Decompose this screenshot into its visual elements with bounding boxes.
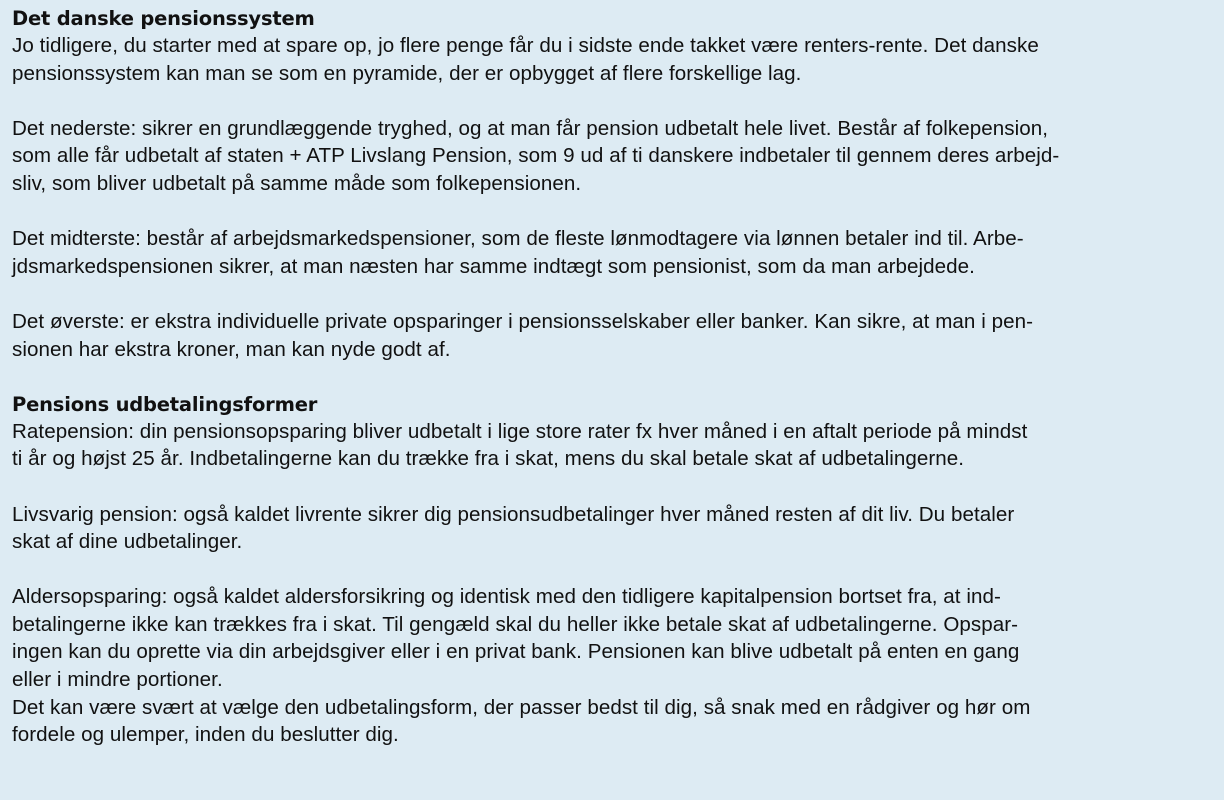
text-line: fordele og ulemper, inden du beslutter dig. xyxy=(12,723,399,747)
text-line: Jo tidligere, du starter med at spare op, jo flere penge får du i sidste ende takket være renters-rente. Det danske xyxy=(12,34,1039,57)
text-line: eller i mindre portioner. xyxy=(12,668,223,692)
text-line: Aldersopsparing: også kaldet aldersforsikring og identisk med den tidligere kapitalpension bortset fra, at ind- xyxy=(12,585,1001,609)
paragraph-intro xyxy=(12,32,1224,87)
text-line: skat af dine udbetalinger. xyxy=(12,530,243,554)
text-line: Det øverste: er ekstra individuelle private opsparinger i pensionsselskaber eller banker. Kan sikre, at man i pen- xyxy=(12,309,1034,333)
text-line: betalingerne ikke kan trækkes fra i skat. Til gengæld skal du heller ikke betale skat af udbetalingerne. Opspar- xyxy=(12,612,1019,636)
text-line: Det midterste: består af arbejdsmarkedspensioner, som de fleste lønmodtagere via lønnen betaler ind til. Arbe- xyxy=(12,227,1024,251)
text-line: som alle får udbetalt af staten + ATP Livslang Pension, som 9 ud af ti danskere indbetaler til gennem deres arbejd- xyxy=(12,144,1060,168)
text-line: jdsmarkedspensionen sikrer, at man næsten har samme indtægt som pensionist, som da man arbejdede. xyxy=(12,254,975,278)
text-line: Det nederste: sikrer en grundlæggende tryghed, og at man får pension udbetalt hele livet. Består af folkepension, xyxy=(12,116,1048,140)
paragraph-top-layer xyxy=(12,308,1224,363)
paragraph-aldersopsparing xyxy=(12,583,1224,693)
paragraph-middle-layer xyxy=(12,225,1224,280)
section-title-pension-system: Det danske pensionssystem xyxy=(12,7,315,30)
text-line: sionen har ekstra kroner, man kan nyde godt af. xyxy=(12,337,451,361)
section-title-payout-forms: Pensions udbetalingsformer xyxy=(12,392,318,416)
text-line: Livsvarig pension: også kaldet livrente sikrer dig pensionsudbetalinger hver måned resten af dit liv. Du betaler xyxy=(12,502,1015,526)
paragraph-ratepension xyxy=(12,418,1224,473)
text-line: Det kan være svært at vælge den udbetalingsform, der passer bedst til dig, så snak med en rådgiver og hør om xyxy=(12,695,1031,719)
paragraph-advice xyxy=(12,694,1224,749)
paragraph-livsvarig-pension xyxy=(12,501,1224,556)
text-line: ti år og højst 25 år. Indbetalingerne kan du trække fra i skat, mens du skal betale skat af udbetalingerne. xyxy=(12,447,965,471)
text-line: pensionssystem kan man se som en pyramide, der er opbygget af flere forskellige lag. xyxy=(12,61,802,85)
text-line: Ratepension: din pensionsopsparing bliver udbetalt i lige store rater fx hver måned i en aftalt periode på mindst xyxy=(12,419,1028,443)
text-line: ingen kan du oprette via din arbejdsgiver eller i en privat bank. Pensionen kan blive udbetalt på enten en gang xyxy=(12,640,1020,664)
paragraph-bottom-layer xyxy=(12,115,1224,198)
text-line: sliv, som bliver udbetalt på samme måde som folkepensionen. xyxy=(12,171,582,195)
